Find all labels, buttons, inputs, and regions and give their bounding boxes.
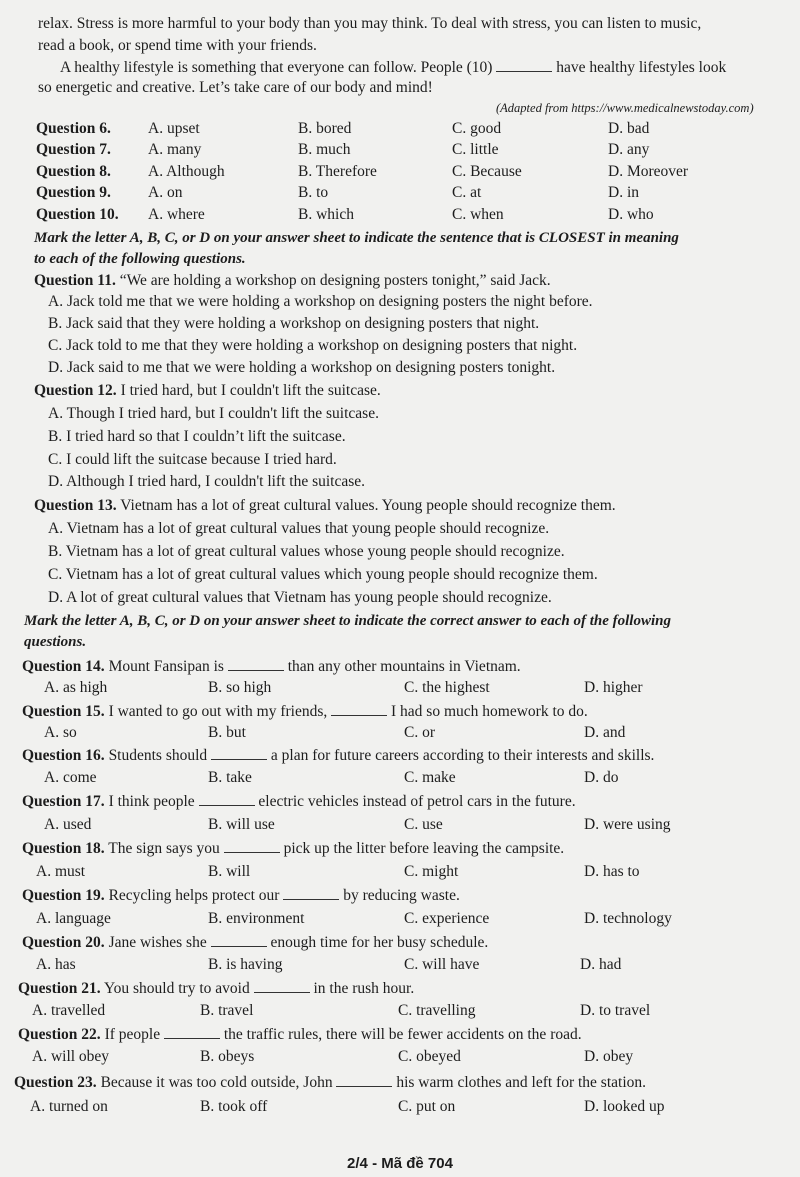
option-d: D. bad (608, 120, 650, 137)
question-stem (34, 496, 616, 516)
option-b: B. environment (208, 910, 305, 927)
question-text: I wanted to go out with my friends, (108, 703, 328, 720)
option-a: A. as high (44, 679, 108, 696)
answer-blank (336, 1072, 392, 1087)
answer-blank (228, 656, 284, 671)
option-a: A. must (36, 863, 86, 880)
option-b: B. so high (208, 679, 272, 696)
question-text: a plan for future careers according to their interests and skills. (270, 747, 655, 764)
question-label: Question 20. (22, 934, 105, 951)
question-row (0, 119, 780, 139)
option-b: B. take (208, 769, 252, 786)
question-text: pick up the litter before leaving the campsite. (283, 840, 565, 857)
option-a: A. language (36, 910, 111, 927)
option-b: B. bored (298, 120, 352, 137)
passage-text: A healthy lifestyle is something that everyone can follow. People (10) (60, 59, 493, 76)
option-b: B. but (208, 724, 246, 741)
passage-line (60, 57, 726, 78)
option-a: A. where (148, 206, 205, 223)
source-citation: (Adapted from https://www.medicalnewstoday.com) (496, 101, 754, 115)
option-b: B. Jack said that they were holding a workshop on designing posters that night. (48, 315, 540, 332)
option-c: C. good (452, 120, 502, 137)
options-row (0, 909, 780, 929)
option-d: D. and (584, 724, 626, 741)
section-instruction: questions. (24, 634, 87, 650)
question-label: Question 12. (34, 382, 117, 399)
option-c: C. make (404, 769, 456, 786)
option-c: C. travelling (398, 1002, 476, 1019)
question-text: I think people (108, 793, 195, 810)
option-d: D. Although I tried hard, I couldn't lift the suitcase. (48, 473, 366, 490)
question-stem (22, 656, 521, 677)
option-b: B. will use (208, 816, 275, 833)
option-c: C. obeyed (398, 1048, 461, 1065)
question-label: Question 17. (22, 793, 105, 810)
question-text: I tried hard, but I couldn't lift the suitcase. (120, 382, 381, 399)
question-label: Question 14. (22, 658, 105, 675)
option-b: B. Vietnam has a lot of great cultural values whose young people should recognize. (48, 543, 565, 560)
question-text: his warm clothes and left for the station. (396, 1074, 647, 1091)
option-a: A. turned on (30, 1098, 108, 1115)
options-row (0, 723, 780, 743)
question-text: I had so much homework to do. (391, 703, 588, 720)
section-instruction: Mark the letter A, B, C, or D on your answer sheet to indicate the sentence that is CLOSEST in meaning (34, 230, 679, 246)
option-a: A. upset (148, 120, 200, 137)
question-text: If people (104, 1026, 161, 1043)
passage-line: relax. Stress is more harmful to your body than you may think. To deal with stress, you can listen to music, (38, 15, 702, 32)
question-text: Students should (108, 747, 208, 764)
question-label: Question 7. (36, 141, 111, 158)
option-c: C. when (452, 206, 504, 223)
question-text: than any other mountains in Vietnam. (287, 658, 521, 675)
question-stem (18, 1024, 582, 1045)
question-text: “We are holding a workshop on designing posters tonight,” said Jack. (119, 272, 551, 289)
option-c: C. use (404, 816, 443, 833)
passage-line: read a book, or spend time with your friends. (38, 37, 317, 54)
option-a: A. Although (148, 163, 225, 180)
question-stem (34, 271, 551, 291)
question-text: the traffic rules, there will be fewer accidents on the road. (223, 1026, 582, 1043)
option-d: D. has to (584, 863, 640, 880)
option-d: D. to travel (580, 1002, 651, 1019)
options-row (0, 1097, 780, 1117)
answer-blank (283, 885, 339, 900)
section-instruction: Mark the letter A, B, C, or D on your answer sheet to indicate the correct answer to each of the following (24, 613, 671, 629)
question-text: Mount Fansipan is (108, 658, 224, 675)
option-d: D. looked up (584, 1098, 665, 1115)
option-a: A. come (44, 769, 97, 786)
answer-blank (199, 791, 255, 806)
answer-blank (496, 57, 552, 72)
option-c: C. Vietnam has a lot of great cultural values which young people should recognize them. (48, 566, 598, 583)
answer-blank (164, 1024, 220, 1039)
question-stem (22, 885, 460, 906)
option-b: B. took off (200, 1098, 268, 1115)
option-d: D. Jack said to me that we were holding a workshop on designing posters tonight. (48, 359, 556, 376)
question-row (0, 205, 780, 225)
question-label: Question 9. (36, 184, 111, 201)
question-label: Question 6. (36, 120, 111, 137)
question-stem (34, 381, 381, 401)
question-label: Question 22. (18, 1026, 101, 1043)
option-b: B. which (298, 206, 354, 223)
option-c: C. might (404, 863, 459, 880)
option-d: D. who (608, 206, 654, 223)
option-c: C. or (404, 724, 435, 741)
option-a: A. on (148, 184, 183, 201)
option-c: C. experience (404, 910, 490, 927)
question-label: Question 18. (22, 840, 105, 857)
answer-blank (211, 932, 267, 947)
option-d: D. technology (584, 910, 672, 927)
option-b: B. much (298, 141, 351, 158)
question-stem (22, 791, 576, 812)
options-row (0, 1047, 780, 1067)
question-stem (22, 838, 564, 859)
section-instruction: to each of the following questions. (34, 251, 246, 267)
option-c: C. put on (398, 1098, 456, 1115)
option-c: C. Because (452, 163, 522, 180)
option-d: D. higher (584, 679, 643, 696)
option-b: B. I tried hard so that I couldn’t lift the suitcase. (48, 428, 346, 445)
option-b: B. to (298, 184, 329, 201)
option-d: D. obey (584, 1048, 634, 1065)
option-a: A. Though I tried hard, but I couldn't lift the suitcase. (48, 405, 379, 422)
option-d: D. had (580, 956, 622, 973)
option-d: D. A lot of great cultural values that Vietnam has young people should recognize. (48, 589, 552, 606)
option-a: A. travelled (32, 1002, 106, 1019)
option-b: B. travel (200, 1002, 254, 1019)
option-a: A. Jack told me that we were holding a workshop on designing posters the night before. (48, 293, 593, 310)
question-stem (22, 745, 654, 766)
question-label: Question 8. (36, 163, 111, 180)
options-row (0, 815, 780, 835)
question-text: Because it was too cold outside, John (100, 1074, 333, 1091)
question-text: by reducing waste. (343, 887, 460, 904)
option-a: A. Vietnam has a lot of great cultural values that young people should recognize. (48, 520, 550, 537)
question-row (0, 140, 780, 160)
question-stem (18, 978, 414, 999)
option-d: D. in (608, 184, 639, 201)
option-a: A. many (148, 141, 202, 158)
answer-blank (254, 978, 310, 993)
question-stem (22, 701, 588, 722)
answer-blank (331, 701, 387, 716)
question-text: electric vehicles instead of petrol cars in the future. (258, 793, 576, 810)
option-a: A. has (36, 956, 76, 973)
passage-text: have healthy lifestyles look (556, 59, 727, 76)
question-stem (14, 1072, 646, 1093)
option-d: D. any (608, 141, 650, 158)
option-a: A. used (44, 816, 92, 833)
page-footer: 2/4 - Mã đề 704 (347, 1155, 453, 1172)
option-c: C. at (452, 184, 482, 201)
answer-blank (211, 745, 267, 760)
question-label: Question 16. (22, 747, 105, 764)
question-row (0, 162, 780, 182)
option-a: A. will obey (32, 1048, 110, 1065)
question-label: Question 23. (14, 1074, 97, 1091)
option-b: B. is having (208, 956, 283, 973)
options-row (0, 768, 780, 788)
options-row (0, 862, 780, 882)
option-c: C. Jack told to me that they were holding a workshop on designing posters that night. (48, 337, 578, 354)
option-b: B. obeys (200, 1048, 255, 1065)
options-row (0, 955, 780, 975)
question-label: Question 11. (34, 272, 116, 289)
question-stem (22, 932, 488, 953)
option-d: D. were using (584, 816, 671, 833)
options-row (0, 678, 780, 698)
option-c: C. I could lift the suitcase because I tried hard. (48, 451, 337, 468)
question-text: Vietnam has a lot of great cultural values. Young people should recognize them. (120, 497, 616, 514)
option-a: A. so (44, 724, 77, 741)
option-d: D. do (584, 769, 619, 786)
question-label: Question 19. (22, 887, 105, 904)
answer-blank (224, 838, 280, 853)
question-label: Question 13. (34, 497, 117, 514)
question-text: enough time for her busy schedule. (270, 934, 489, 951)
passage-line: so energetic and creative. Let’s take care of our body and mind! (38, 79, 433, 96)
option-b: B. Therefore (298, 163, 377, 180)
question-label: Question 21. (18, 980, 101, 997)
question-row (0, 183, 780, 203)
question-text: Recycling helps protect our (108, 887, 280, 904)
option-c: C. little (452, 141, 499, 158)
question-text: Jane wishes she (108, 934, 207, 951)
option-c: C. the highest (404, 679, 490, 696)
question-text: You should try to avoid (104, 980, 250, 997)
question-text: in the rush hour. (313, 980, 415, 997)
option-d: D. Moreover (608, 163, 689, 180)
options-row (0, 1001, 780, 1021)
question-label: Question 15. (22, 703, 105, 720)
option-b: B. will (208, 863, 251, 880)
option-c: C. will have (404, 956, 480, 973)
question-text: The sign says you (108, 840, 220, 857)
question-label: Question 10. (36, 206, 119, 223)
